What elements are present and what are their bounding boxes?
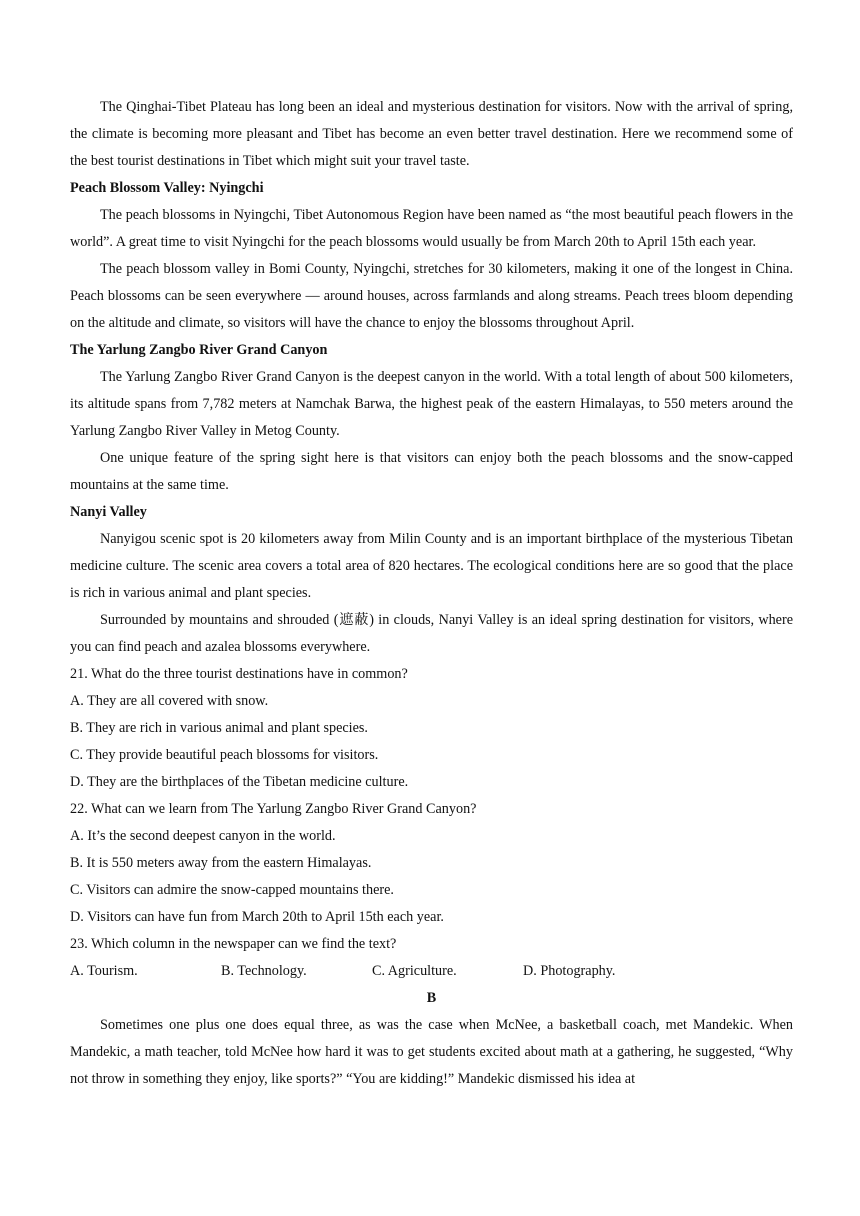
section-heading-nanyi-valley: Nanyi Valley [70,504,147,520]
question-22-option-a: A. It’s the second deepest canyon in the world. [70,828,336,844]
section-heading-grand-canyon: The Yarlung Zangbo River Grand Canyon [70,342,328,358]
nyingchi-paragraph-1: The peach blossoms in Nyingchi, Tibet Autonomous Region have been named as “the most beautiful peach flowers in the world”. A great time to visit Nyingchi for the peach blossoms would usually be from March 20th to April 15th each year. [70,207,793,250]
question-23-option-c: C. Agriculture. [372,963,457,979]
question-22-stem: 22. What can we learn from The Yarlung Zangbo River Grand Canyon? [70,801,477,817]
document-page [70,94,793,1093]
question-23-stem: 23. Which column in the newspaper can we find the text? [70,936,397,952]
question-22-option-b: B. It is 550 meters away from the eastern Himalayas. [70,855,372,871]
question-21-option-c: C. They provide beautiful peach blossoms for visitors. [70,747,379,763]
question-21-stem: 21. What do the three tourist destinations have in common? [70,666,408,682]
section-heading-nyingchi: Peach Blossom Valley: Nyingchi [70,180,264,196]
passage-b-paragraph: Sometimes one plus one does equal three, as was the case when McNee, a basketball coach, met Mandekic. When Mandekic, a math teacher, told McNee how hard it was to get students excited about math at a gathering, he suggested, “Why not throw in something they enjoy, like sports?” “You are kidding!” Mandekic dismissed his idea at [70,1017,793,1087]
passage-b-label: B [426,990,437,1006]
question-22-option-c: C. Visitors can admire the snow-capped mountains there. [70,882,394,898]
intro-paragraph: The Qinghai-Tibet Plateau has long been an ideal and mysterious destination for visitors. Now with the arrival of spring, the climate is becoming more pleasant and Tibet has become an even better travel destination. Here we recommend some of the best tourist destinations in Tibet which might suit your travel taste. [70,99,793,169]
question-23-option-d: D. Photography. [523,963,616,979]
nanyi-paragraph-1: Nanyigou scenic spot is 20 kilometers away from Milin County and is an important birthplace of the mysterious Tibetan medicine culture. The scenic area covers a total area of 820 hectares. The ecological conditions here are so good that the place is rich in various animal and plant species. [70,531,793,601]
canyon-paragraph-2: One unique feature of the spring sight here is that visitors can enjoy both the peach blossoms and the snow-capped mountains at the same time. [70,450,793,493]
nyingchi-paragraph-2: The peach blossom valley in Bomi County, Nyingchi, stretches for 30 kilometers, making it one of the longest in China. Peach blossoms can be seen everywhere — around houses, across farmlands and along streams. Peach trees bloom depending on the altitude and climate, so visitors will have the chance to enjoy the blossoms throughout April. [70,261,793,331]
question-23-options [70,958,793,985]
question-23-option-a: A. Tourism. [70,963,138,979]
question-22-option-d: D. Visitors can have fun from March 20th to April 15th each year. [70,909,444,925]
canyon-paragraph-1: The Yarlung Zangbo River Grand Canyon is the deepest canyon in the world. With a total length of about 500 kilometers, its altitude spans from 7,782 meters at Namchak Barwa, the highest peak of the eastern Himalayas, to 550 meters around the Yarlung Zangbo River Valley in Metog County. [70,369,793,439]
question-21-option-d: D. They are the birthplaces of the Tibetan medicine culture. [70,774,409,790]
question-21-option-b: B. They are rich in various animal and plant species. [70,720,368,736]
question-23-option-b: B. Technology. [221,963,307,979]
question-21-option-a: A. They are all covered with snow. [70,693,269,709]
nanyi-paragraph-2: Surrounded by mountains and shrouded (遮蔽) in clouds, Nanyi Valley is an ideal spring destination for visitors, where you can find peach and azalea blossoms everywhere. [70,612,793,655]
